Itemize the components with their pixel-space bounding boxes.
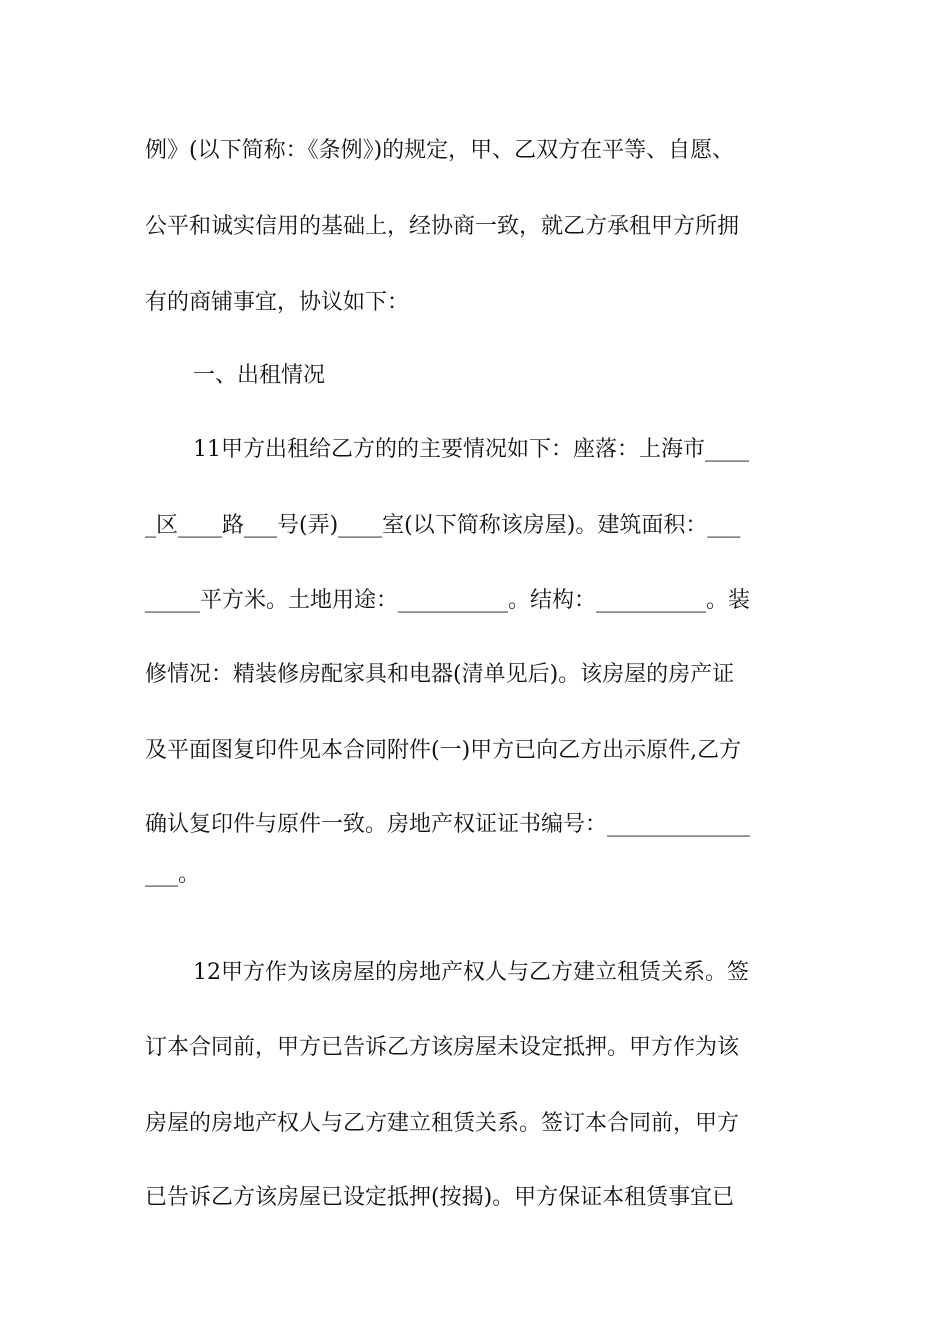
text-line: 修情况：精装修房配家具和电器(清单见后)。该房屋的房产证: [145, 662, 735, 687]
text-line: 及平面图复印件见本合同附件(一)甲方已向乙方出示原件,乙方: [145, 738, 742, 763]
text-line: 12甲方作为该房屋的房地产权人与乙方建立租赁关系。签: [193, 960, 749, 985]
text-line: 房屋的房地产权人与乙方建立租赁关系。签订本合同前，甲方: [145, 1111, 740, 1136]
text-line: 确认复印件与原件一致。房地产权证证书编号：_____________: [145, 812, 751, 837]
text-line: 有的商铺事宜，协议如下：: [145, 290, 410, 315]
text-line: ___。: [145, 862, 201, 887]
text-line: _____平方米。土地用途：__________。结构：__________。装: [145, 588, 751, 613]
text-line: 已告诉乙方该房屋已设定抵押(按揭)。甲方保证本租赁事宜已: [145, 1185, 735, 1210]
text-line: _区____路___号(弄)____室(以下简称该房屋)。建筑面积：___: [145, 513, 741, 538]
text-line: 11甲方出租给乙方的的主要情况如下：座落：上海市____: [193, 437, 749, 462]
text-line: 例》(以下简称：《条例》)的规定，甲、乙双方在平等、自愿、: [145, 138, 735, 163]
section-heading: 一、出租情况: [193, 363, 326, 388]
text-line: 公平和诚实信用的基础上，经协商一致，就乙方承租甲方所拥: [145, 214, 740, 239]
text-line: 订本合同前，甲方已告诉乙方该房屋未设定抵押。甲方作为该: [145, 1035, 740, 1060]
